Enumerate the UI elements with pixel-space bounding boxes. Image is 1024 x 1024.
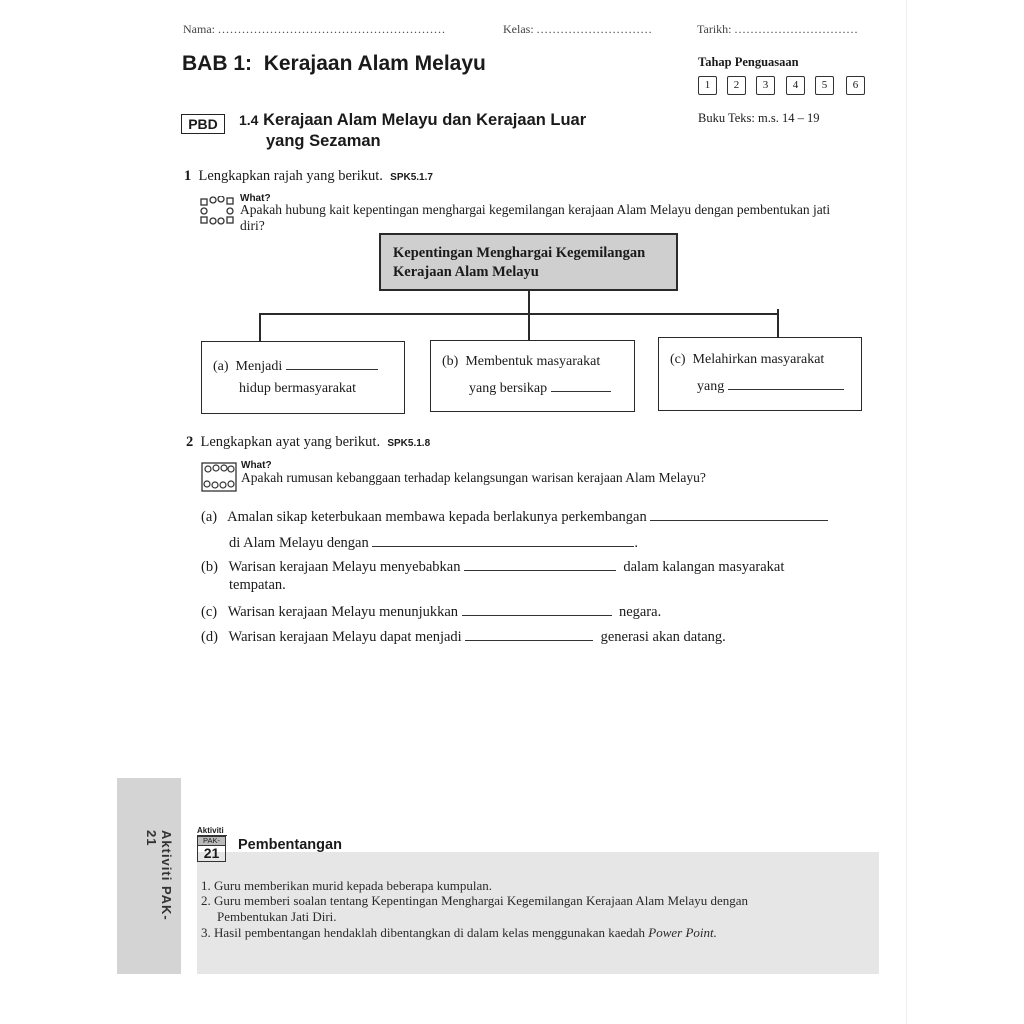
question-2-item-a-continued: di Alam Melayu dengan . <box>229 532 638 552</box>
question-1-prompt: Apakah hubung kait kepentingan menghargai kegemilangan kerajaan Alam Melayu dengan pembentukan jati diri? <box>240 202 831 233</box>
thinking-map-icon <box>201 462 237 492</box>
date-field[interactable]: Tarikh: ............................... <box>697 22 859 36</box>
answer-blank[interactable] <box>464 556 616 571</box>
activity-title: Pembentangan <box>238 837 342 853</box>
answer-blank[interactable] <box>286 355 378 370</box>
connector-line <box>528 313 530 340</box>
answer-blank[interactable] <box>728 375 844 390</box>
power-point-text: Power Point. <box>648 925 717 940</box>
diagram-box-b: (b) Membentuk masyarakat yang bersikap <box>430 340 635 412</box>
name-label: Nama: <box>183 22 215 36</box>
activity-step: 2. Guru memberi soalan tentang Kepentingan Menghargai Kegemilangan Kerajaan Alam Melayu dengan <box>201 893 749 908</box>
name-field[interactable]: Nama: ......................................................... <box>183 22 446 36</box>
section-title-line1: Kerajaan Alam Melayu dan Kerajaan Luar <box>263 111 587 129</box>
class-label: Kelas: <box>503 22 534 36</box>
section-title-line2: yang Sezaman <box>266 132 381 150</box>
activity-step: 1. Guru memberikan murid kepada beberapa kumpulan. <box>201 878 492 893</box>
question-2-item-a: (a) Amalan sikap keterbukaan membawa kepada berlakunya perkembangan <box>201 506 828 526</box>
class-field[interactable]: Kelas: ............................. <box>503 22 653 36</box>
question-1-what-label: What? <box>240 193 271 204</box>
mastery-label: Tahap Penguasaan <box>698 55 799 69</box>
activity-badge-top: Aktiviti <box>197 826 227 836</box>
connector-line <box>259 313 261 341</box>
answer-blank[interactable] <box>465 626 593 641</box>
date-label: Tarikh: <box>697 22 732 36</box>
activity-badge <box>197 826 227 862</box>
mastery-level-box[interactable]: 4 <box>786 76 805 95</box>
diagram-box-c: (c) Melahirkan masyarakat yang <box>658 337 862 411</box>
question-2-item-d: (d) Warisan kerajaan Melayu dapat menjadi generasi akan datang. <box>201 626 726 646</box>
question-2-item-b-continued: tempatan. <box>229 577 286 593</box>
question-2-prompt: Apakah rumusan kebanggaan terhadap kelangsungan warisan kerajaan Alam Melayu? <box>241 470 706 485</box>
activity-step-continued: Pembentukan Jati Diri. <box>217 909 337 924</box>
section-number: 1.4 <box>239 112 259 128</box>
activity-side-label: Aktiviti PAK-21 <box>144 830 174 921</box>
answer-blank[interactable] <box>551 377 611 392</box>
answer-blank[interactable] <box>372 532 634 547</box>
mastery-level-box[interactable]: 6 <box>846 76 865 95</box>
page-edge <box>906 0 907 1024</box>
question-2-instruction: 2 Lengkapkan ayat yang berikut. SPK5.1.8 <box>186 434 431 450</box>
question-1-instruction: 1 Lengkapkan rajah yang berikut. SPK5.1.7 <box>184 168 433 184</box>
connector-line <box>259 313 779 315</box>
mastery-level-box[interactable]: 2 <box>727 76 746 95</box>
chapter-title: BAB 1: Kerajaan Alam Melayu <box>182 52 486 75</box>
question-2-item-b: (b) Warisan kerajaan Melayu menyebabkan dalam kalangan masyarakat <box>201 556 784 576</box>
mastery-level-box[interactable]: 5 <box>815 76 834 95</box>
activity-badge-number: 21 <box>203 845 220 861</box>
pbd-tag: PBD <box>181 114 225 134</box>
question-2-code: SPK5.1.8 <box>387 438 431 449</box>
section-heading <box>239 110 586 152</box>
connector-line <box>777 309 779 337</box>
thinking-map-icon <box>200 196 236 226</box>
question-2-what-label: What? <box>241 460 272 471</box>
mastery-level-box[interactable]: 1 <box>698 76 717 95</box>
chapter-subtitle: Kerajaan Alam Melayu <box>263 52 486 75</box>
activity-badge-mid: PAK- <box>198 837 225 846</box>
activity-step: 3. Hasil pembentangan hendaklah dibentangkan di dalam kelas menggunakan kaedah Power Point. <box>201 925 717 940</box>
question-2-item-c: (c) Warisan kerajaan Melayu menunjukkan negara. <box>201 601 661 621</box>
textbook-reference: Buku Teks: m.s. 14 – 19 <box>698 111 820 125</box>
answer-blank[interactable] <box>650 506 828 521</box>
question-1-code: SPK5.1.7 <box>390 172 433 183</box>
diagram-box-a: (a) Menjadi hidup bermasyarakat <box>201 341 405 414</box>
mastery-level-box[interactable]: 3 <box>756 76 775 95</box>
diagram-main-box: Kepentingan Menghargai Kegemilangan Kerajaan Alam Melayu <box>379 233 678 291</box>
answer-blank[interactable] <box>462 601 612 616</box>
connector-line <box>528 291 530 315</box>
